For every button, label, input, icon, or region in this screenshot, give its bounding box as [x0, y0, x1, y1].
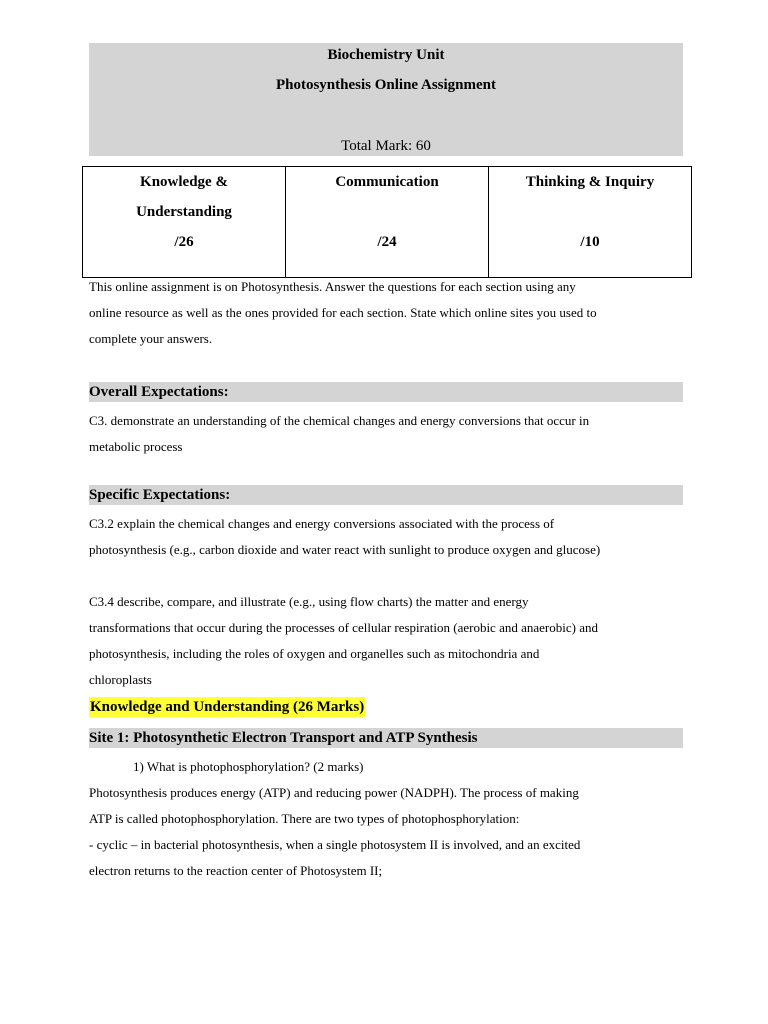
marks-category-label: Thinking & Inquiry	[525, 174, 655, 190]
title-block	[89, 43, 683, 156]
expectation-c3-4	[89, 589, 689, 693]
knowledge-understanding-heading: Knowledge and Understanding (26 Marks)	[90, 699, 365, 715]
text-line: online resource as well as the ones provided for each section. State which online sites you used to	[89, 305, 597, 320]
site1-heading: Site 1: Photosynthetic Electron Transport and ATP Synthesis	[89, 728, 683, 748]
text-line: C3. demonstrate an understanding of the chemical changes and energy conversions that occur in	[89, 413, 590, 428]
marks-category-label	[489, 197, 691, 227]
total-mark: Total Mark: 60	[341, 138, 431, 154]
overall-expectations-heading: Overall Expectations:	[89, 382, 683, 402]
text-line: - cyclic – in bacterial photosynthesis, when a single photosystem II is involved, and an excited	[89, 837, 581, 852]
marks-category-label: Understanding	[136, 204, 232, 220]
marks-cell-thinking	[488, 167, 691, 277]
text-line: metabolic process	[89, 439, 183, 454]
text-line: transformations that occur during the processes of cellular respiration (aerobic and anaerobic) and	[89, 620, 598, 635]
marks-category-label: Knowledge &	[140, 174, 228, 190]
text-line: C3.2 explain the chemical changes and energy conversions associated with the process of	[89, 516, 555, 531]
overall-expectations-text	[89, 408, 689, 460]
text-line: This online assignment is on Photosynthesis. Answer the questions for each section using any	[89, 279, 576, 294]
question-text: 1) What is photophosphorylation? (2 marks)	[133, 759, 364, 774]
text-line: C3.4 describe, compare, and illustrate (e.g., using flow charts) the matter and energy	[89, 594, 529, 609]
unit-title: Biochemistry Unit	[327, 47, 445, 63]
marks-cell-communication	[285, 167, 488, 277]
answer-1	[89, 780, 689, 884]
text-line: complete your answers.	[89, 331, 213, 346]
intro-paragraph	[89, 274, 689, 352]
text-line: ATP is called photophosphorylation. There are two types of photophosphorylation:	[89, 811, 520, 826]
text-line: chloroplasts	[89, 672, 152, 687]
marks-category-label: Communication	[335, 174, 439, 190]
marks-score: /26	[174, 234, 194, 250]
text-line: photosynthesis (e.g., carbon dioxide and water react with sunlight to produce oxygen and glucose)	[89, 542, 601, 557]
marks-score: /10	[580, 234, 600, 250]
marks-category-label	[286, 197, 488, 227]
text-line: photosynthesis, including the roles of oxygen and organelles such as mitochondria and	[89, 646, 540, 661]
question-1	[133, 754, 733, 780]
text-line: electron returns to the reaction center of Photosystem II;	[89, 863, 383, 878]
marks-cell-knowledge	[83, 167, 285, 277]
specific-expectations-heading: Specific Expectations:	[89, 485, 683, 505]
assignment-title: Photosynthesis Online Assignment	[275, 77, 497, 93]
expectation-c3-2	[89, 511, 689, 563]
text-line: Photosynthesis produces energy (ATP) and reducing power (NADPH). The process of making	[89, 785, 579, 800]
marks-score: /24	[377, 234, 397, 250]
marks-table	[82, 166, 692, 278]
